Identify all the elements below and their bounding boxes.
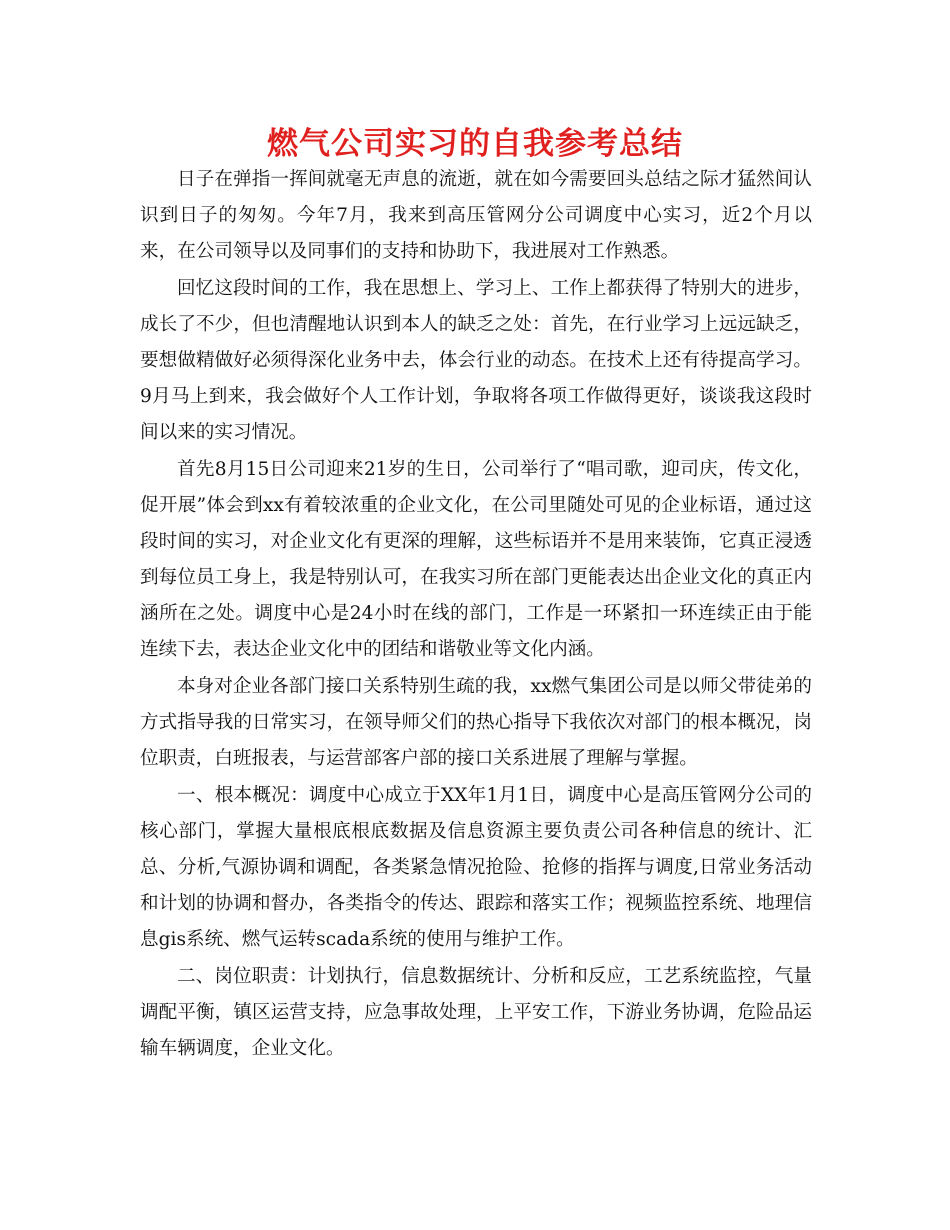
paragraph: 一、根本概况：调度中心成立于XX年1月1日，调度中心是高压管网分公司的核心部门，掌握大量根底根底数据及信息资源主要负责公司各种信息的统计、汇总、分析,气源协调和调配，各类紧急情况抢险、抢修的指挥与调度,日常业务活动和计划的协调和督办，各类指令的传达、跟踪和落实工作；视频监控系统、地理信息gis系统、燃气运转scada系统的使用与维护工作。 (140, 785, 812, 950)
paragraph: 本身对企业各部门接口关系特别生疏的我，xx燃气集团公司是以师父带徒弟的方式指导我的日常实习，在领导师父们的热心指导下我依次对部门的根本概况，岗位职责，白班报表，与运营部客户部的接口关系进展了理解与掌握。 (140, 676, 812, 769)
paragraph: 二、岗位职责：计划执行，信息数据统计、分析和反应，工艺系统监控，气量调配平衡，镇区运营支持，应急事故处理，上平安工作，下游业务协调，危险品运输车辆调度，企业文化。 (140, 966, 812, 1059)
document-title: 燃气公司实习的自我参考总结 (267, 126, 683, 162)
paragraph: 日子在弹指一挥间就毫无声息的流逝，就在如今需要回头总结之际才猛然间认识到日子的匆匆。今年7月，我来到高压管网分公司调度中心实习，近2个月以来，在公司领导以及同事们的支持和协助下，我进展对工作熟悉。 (140, 169, 812, 262)
document-body (140, 162, 812, 1068)
paragraph: 回忆这段时间的工作，我在思想上、学习上、工作上都获得了特别大的进步，成长了不少，但也清醒地认识到本人的缺乏之处：首先，在行业学习上远远缺乏，要想做精做好必须得深化业务中去，体会行业的动态。在技术上还有待提高学习。9月马上到来，我会做好个人工作计划，争取将各项工作做得更好，谈谈我这段时间以来的实习情况。 (140, 278, 812, 443)
paragraph: 首先8月15日公司迎来21岁的生日，公司举行了“唱司歌，迎司庆，传文化，促开展”体会到xx有着较浓重的企业文化，在公司里随处可见的企业标语，通过这段时间的实习，对企业文化有更深的理解，这些标语并不是用来装饰，它真正浸透到每位员工身上，我是特别认可，在我实习所在部门更能表达出企业文化的真正内涵所在之处。调度中心是24小时在线的部门，工作是一环紧扣一环连续正由于能连续下去，表达企业文化中的团结和谐敬业等文化内涵。 (140, 459, 812, 660)
